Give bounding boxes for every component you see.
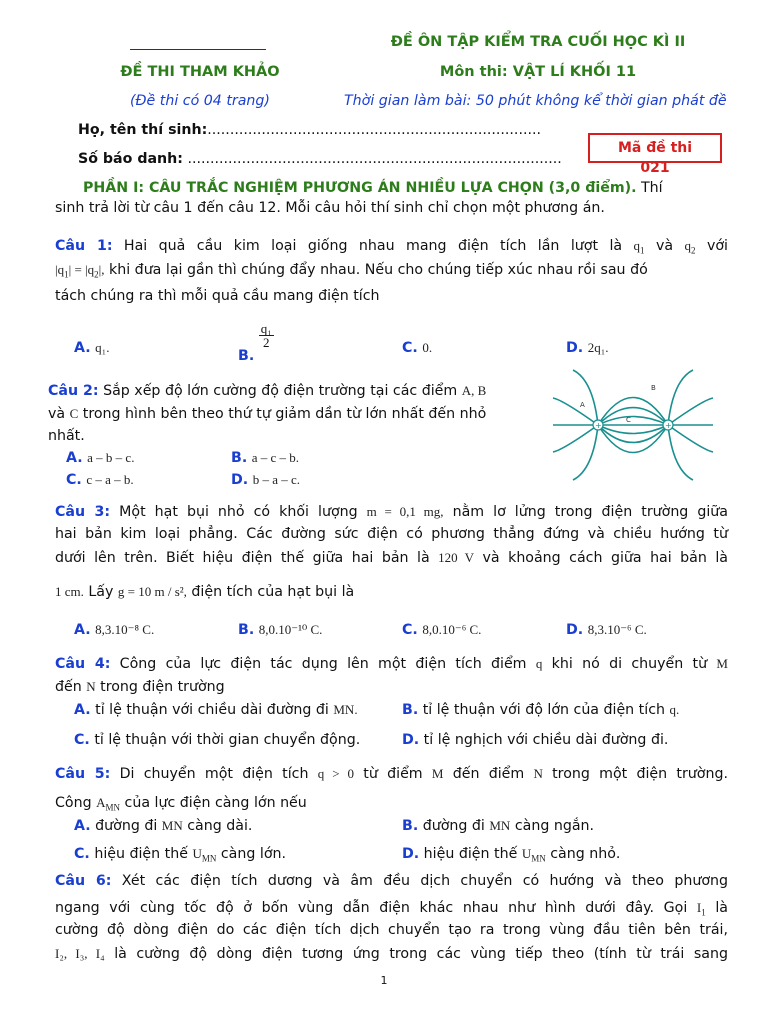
q5-label: Câu 5: [55, 766, 111, 782]
q3-option-d[interactable]: D. 8,3.10⁻⁶ C. [566, 622, 647, 638]
header-rule [130, 49, 266, 50]
student-name-row [78, 122, 541, 138]
q3-label: Câu 3: [55, 504, 111, 520]
q3-line1: Câu 3: Một hạt bụi nhỏ có khối lượng m = 0,1 mg, nằm lơ lửng trong điện trường giữa [55, 504, 728, 520]
q5-line1: Câu 5: Di chuyển một điện tích q > 0 từ điểm M đến điểm N trong một điện trường. [55, 766, 728, 782]
exam-code-box [588, 133, 722, 176]
student-name-dots: .......................................................................... [207, 122, 541, 138]
exam-time: Thời gian làm bài: 50 phút không kể thời gian phát đề [344, 93, 727, 109]
fig-label-c: C [626, 416, 631, 424]
q2-option-a[interactable]: A. a – b – c. [66, 450, 135, 466]
q2-line1: Câu 2: Sắp xếp độ lớn cường độ điện trường tại các điểm A, B [48, 383, 487, 399]
q1-option-c[interactable]: C. 0. [402, 340, 433, 356]
fig-label-b: B [651, 384, 656, 392]
q4-option-b[interactable]: B. tỉ lệ thuận với độ lớn của điện tích q. [402, 702, 680, 718]
part1-title: PHẦN I: CÂU TRẮC NGHIỆM PHƯƠNG ÁN NHIỀU LỰA CHỌN (3,0 điểm). [83, 180, 637, 196]
exam-code-value: 021 [640, 160, 670, 176]
exam-pages-note: (Đề thi có 04 trang) [130, 93, 270, 109]
q5-line2: Công $A_{MN}$ của lực điện càng lớn nếu [55, 795, 307, 813]
q1-fraction: $\frac{\text{q₁}}{2}$ [260, 321, 272, 350]
q3-option-a[interactable]: A. 8,3.10⁻⁸ C. [74, 622, 155, 638]
q5-option-c[interactable]: C. hiệu điện thế $U_{MN}$ càng lớn. [74, 846, 287, 864]
q1-option-a[interactable]: A. q₁. [74, 340, 110, 356]
q1-line2: $|q_1| = |q_2|$, khi đưa lại gần thì chúng đẩy nhau. Nếu cho chúng tiếp xúc nhau rồi sau đó [55, 262, 648, 280]
svg-text:+: + [665, 421, 672, 430]
q3-line4: 1 cm. Lấy g = 10 m / s², điện tích của hạt bụi là [55, 584, 355, 600]
fig-label-a: A [580, 401, 585, 409]
exam-type-title: ĐỀ THI THAM KHẢO [120, 64, 280, 80]
q4-line2: đến N trong điện trường [55, 679, 225, 695]
q6-line4: I₂, I₃, I₄ là cường độ dòng điện tương ứng trong các vùng tiếp theo (tính từ trái sang [55, 946, 729, 962]
q5-option-d[interactable]: D. hiệu điện thế $U_{MN}$ càng nhỏ. [402, 846, 621, 864]
student-id-label: Số báo danh: [78, 151, 183, 167]
q3-option-b[interactable]: B. 8,0.10⁻¹⁰ C. [238, 622, 323, 638]
q6-line3: cường độ dòng điện do các điện tích dịch chuyển tạo ra trong vùng đầu tiên bên trái, [55, 922, 728, 938]
q4-option-a[interactable]: A. tỉ lệ thuận với chiều dài đường đi MN. [74, 702, 358, 718]
student-id-row [78, 151, 562, 167]
q6-label: Câu 6: [55, 873, 112, 889]
q1-option-b[interactable]: B. $\frac{\text{q₁}}{2}$ [238, 321, 272, 364]
q6-line2: ngang với cùng tốc độ ở bốn vùng dẫn điện khác nhau như hình dưới đây. Gọi $I_1$ là [55, 900, 729, 918]
student-name-label: Họ, tên thí sinh: [78, 122, 208, 138]
q4-option-c[interactable]: C. tỉ lệ thuận với thời gian chuyển động. [74, 732, 361, 748]
part1-instruction: sinh trả lời từ câu 1 đến câu 12. Mỗi câu hỏi thí sinh chỉ chọn một phương án. [55, 200, 605, 216]
q5-option-a[interactable]: A. đường đi MN càng dài. [74, 818, 253, 834]
exam-main-title: ĐỀ ÔN TẬP KIỂM TRA CUỐI HỌC KÌ II [390, 34, 686, 50]
q3-line2: hai bản kim loại phẳng. Các đường sức điện có phương thẳng đứng và chiều hướng từ [55, 526, 728, 542]
q1-option-d[interactable]: D. 2q₁. [566, 340, 609, 356]
q1-line1: Câu 1: Hai quả cầu kim loại giống nhau mang điện tích lần lượt là $q_1$ và $q_2$ với [55, 238, 728, 256]
q2-line2: và C trong hình bên theo thứ tự giảm dần từ lớn nhất đến nhỏ [48, 406, 487, 422]
q1-line3: tách chúng ra thì mỗi quả cầu mang điện tích [55, 288, 380, 304]
q2-option-d[interactable]: D. b – a – c. [231, 472, 300, 488]
q2-line3: nhất. [48, 428, 85, 444]
q3-line3: dưới lên trên. Biết hiệu điện thế giữa hai bản là 120 V và khoảng cách giữa hai bản là [55, 550, 728, 566]
q3-option-c[interactable]: C. 8,0.10⁻⁶ C. [402, 622, 482, 638]
q2-option-c[interactable]: C. c – a – b. [66, 472, 134, 488]
svg-text:+: + [595, 421, 602, 430]
q2-option-b[interactable]: B. a – c – b. [231, 450, 300, 466]
q4-option-d[interactable]: D. tỉ lệ nghịch với chiều dài đường đi. [402, 732, 669, 748]
q2-label: Câu 2: [48, 383, 99, 399]
page-number: 1 [380, 974, 388, 987]
q4-line1: Câu 4: Công của lực điện tác dụng lên một điện tích điểm q khi nó di chuyển từ M [55, 656, 728, 672]
q1-label: Câu 1: [55, 238, 113, 254]
q5-option-b[interactable]: B. đường đi MN càng ngắn. [402, 818, 595, 834]
electric-field-figure [553, 370, 713, 480]
q6-line1: Câu 6: Xét các điện tích dương và âm đều dịch chuyển có hướng và theo phương [55, 873, 728, 889]
exam-subject: Môn thi: VẬT LÍ KHỐI 11 [439, 64, 637, 80]
q4-label: Câu 4: [55, 656, 111, 672]
part1-title-row [83, 180, 663, 196]
part1-title-tail: Thí [636, 180, 663, 196]
exam-code-label: Mã đề thi [617, 140, 693, 156]
student-id-dots: ................................................................................... [187, 151, 562, 167]
